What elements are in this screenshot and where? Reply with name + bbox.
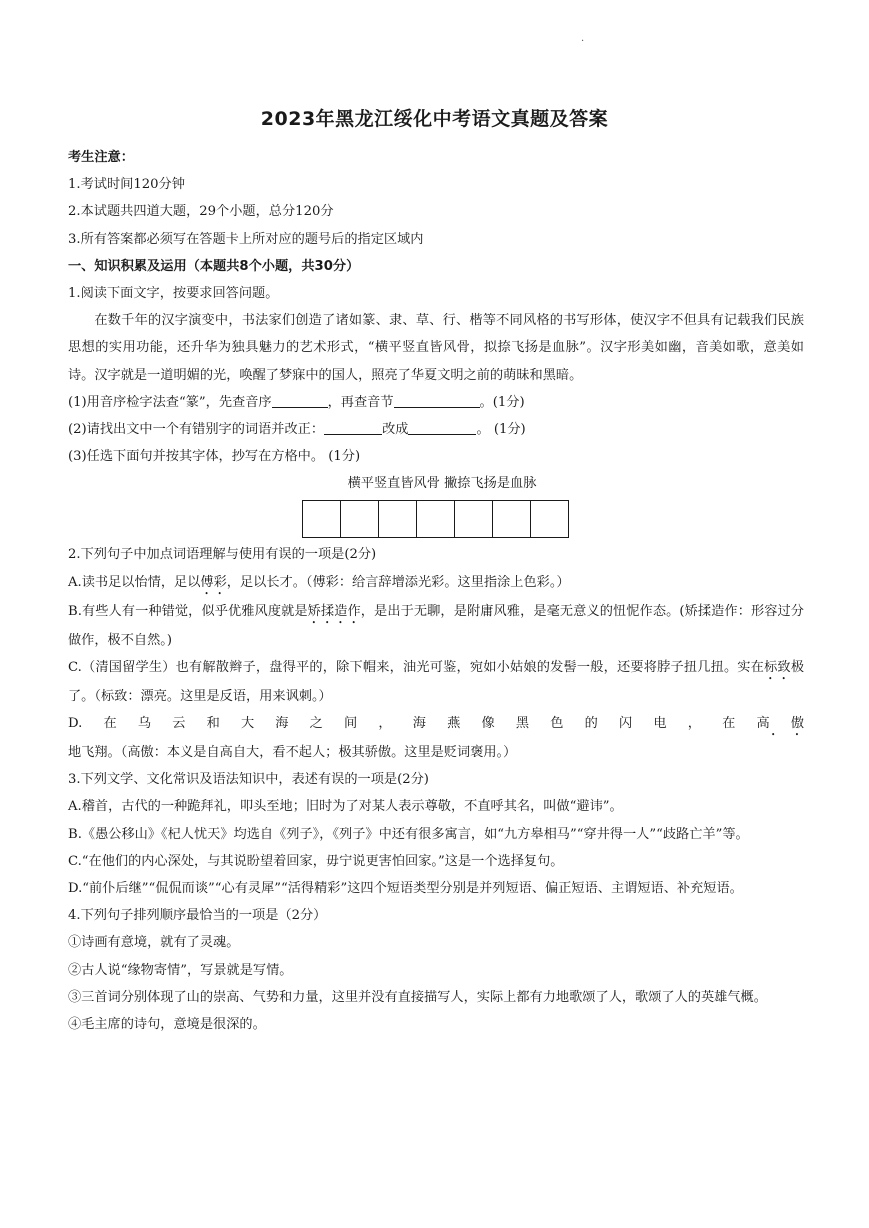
option-text: 地飞翔。（高傲：本义是自高自大，看不起人；极其骄傲。这里是贬词褒用。） (68, 745, 517, 761)
option-text: B.有些人有一种错觉，似乎优雅风度就是 (68, 603, 308, 619)
dotted-word: 标致 (764, 659, 791, 675)
question-4-sentence-3: ③三首词分别体现了山的崇高、气势和力量，这里并没有直接描写人，实际上都有力地歌颂了人，歌颂了人的英雄气概。 (68, 989, 767, 1005)
writing-cell[interactable] (340, 500, 379, 538)
sub2-text: 。 (1分) (476, 422, 526, 438)
copy-source-text: 横平竖直皆风骨 撇捺飞扬是血脉 (347, 476, 537, 492)
answer-blank-wrong-word[interactable] (324, 420, 382, 435)
notice-heading: 考生注意： (68, 150, 134, 165)
question-2-option-c (68, 654, 804, 710)
answer-blank-correction[interactable] (408, 420, 476, 435)
question-2-stem: 2.下列句子中加点词语理解与使用有误的一项是(2分) (68, 547, 377, 563)
sub1-text: 。(1分) (479, 394, 525, 410)
question-1-sub1 (68, 389, 804, 416)
dotted-word: 高傲 (756, 716, 805, 732)
question-2-option-a (68, 569, 804, 598)
writing-cell[interactable] (492, 500, 531, 538)
option-text: 极了。（标致：漂亮。这里是反语，用来讽刺。） (68, 659, 804, 704)
option-text: A.读书足以怡情，足以 (68, 574, 201, 590)
option-text: ，足以长才。（傅彩：给言辞增添光彩。这里指涂上色彩。） (226, 574, 570, 590)
notice-item: 1.考试时间120分钟 (68, 177, 185, 193)
question-4-sentence-4: ④毛主席的诗句，意境是很深的。 (68, 1017, 266, 1033)
question-1-sub3: (3)任选下面句并按其字体，抄写在方格中。 (1分) (68, 449, 361, 465)
exam-body (68, 144, 804, 1038)
answer-blank-initial[interactable] (272, 393, 328, 408)
question-2-option-d (68, 710, 804, 766)
writing-cell[interactable] (454, 500, 493, 538)
question-3-option-d: D.“前仆后继”“侃侃而谈”“心有灵犀”“活得精彩”这四个短语类型分别是并列短语、偏正短语、主谓短语、补充短语。 (68, 881, 743, 897)
sub2-text: 改成 (382, 422, 409, 438)
option-text: D.在乌云和大海之间，海燕像黑色的闪电，在 (68, 716, 757, 732)
page-title: 2023年黑龙江绥化中考语文真题及答案 (260, 108, 609, 130)
sub1-text: (1)用音序检字法查“篆”，先查音序 (68, 394, 272, 410)
question-3-option-c: C.“在他们的内心深处，与其说盼望着回家，毋宁说更害怕回家。”这是一个选择复句。 (68, 853, 564, 869)
question-3-option-b: B.《愚公移山》《杞人忧天》均选自《列子》，《列子》中还有很多寓言，如“九方皋相马”“穿井得一人”“歧路亡羊”等。 (68, 826, 749, 842)
notice-item: 3.所有答案都必须写在答题卡上所对应的题号后的指定区域内 (68, 231, 424, 247)
writing-cell[interactable] (530, 500, 569, 538)
option-text: C.（清国留学生）也有解散辫子，盘得平的，除下帽来，油光可鉴，宛如小姑娘的发髻一般，还要将脖子扭几扭。实在 (68, 659, 765, 675)
dotted-word: 傅彩 (200, 574, 227, 590)
answer-blank-syllable[interactable] (394, 393, 480, 408)
writing-cell[interactable] (416, 500, 455, 538)
section-heading: 一、知识积累及运用（本题共8个小题，共30分） (68, 258, 360, 274)
question-1-passage: 在数千年的汉字演变中，书法家们创造了诸如篆、隶、草、行、楷等不同风格的书写形体，使汉字不但具有记载我们民族思想的实用功能，还升华为独具魅力的艺术形式，“横平竖直皆风骨，拟捺飞扬是血脉”。汉字形美如幽，音美如歌，意美如诗。汉字就是一道明媚的光，唤醒了梦寐中的国人，照亮了华夏文明之前的萌昧和黑暗。 (68, 313, 804, 383)
writing-cell[interactable] (302, 500, 341, 538)
question-3-option-a: A.稽首，古代的一种跪拜礼，叩头至地；旧时为了对某人表示尊敬，不直呼其名，叫做“避讳”。 (68, 799, 623, 815)
option-text: ，是出于无聊，是附庸风雅，是毫无意义的忸怩作态。(矫揉造作：形容过分做作，极不自然。) (68, 603, 804, 648)
question-4-sentence-1: ①诗画有意境，就有了灵魂。 (68, 935, 240, 951)
question-3-stem: 3.下列文学、文化常识及语法知识中，表述有误的一项是(2分) (68, 772, 429, 788)
notice-item: 2.本试题共四道大题，29个小题，总分120分 (68, 204, 334, 220)
sub1-text: ，再查音节 (327, 394, 394, 410)
question-4-sentence-2: ②古人说“缘物寄情”，写景就是写情。 (68, 962, 293, 978)
question-4-stem: 4.下列句子排列顺序最恰当的一项是（2分） (68, 908, 327, 924)
dotted-word: 矫揉造作 (307, 603, 361, 619)
question-1-stem: 1.阅读下面文字，按要求回答问题。 (68, 286, 279, 302)
header-mark: · (581, 36, 585, 47)
sub2-text: (2)请找出文中一个有错别字的词语并改正： (68, 422, 325, 438)
writing-cell[interactable] (378, 500, 417, 538)
question-2-option-b (68, 598, 804, 654)
writing-grid (68, 500, 804, 538)
question-1-sub2 (68, 416, 804, 443)
